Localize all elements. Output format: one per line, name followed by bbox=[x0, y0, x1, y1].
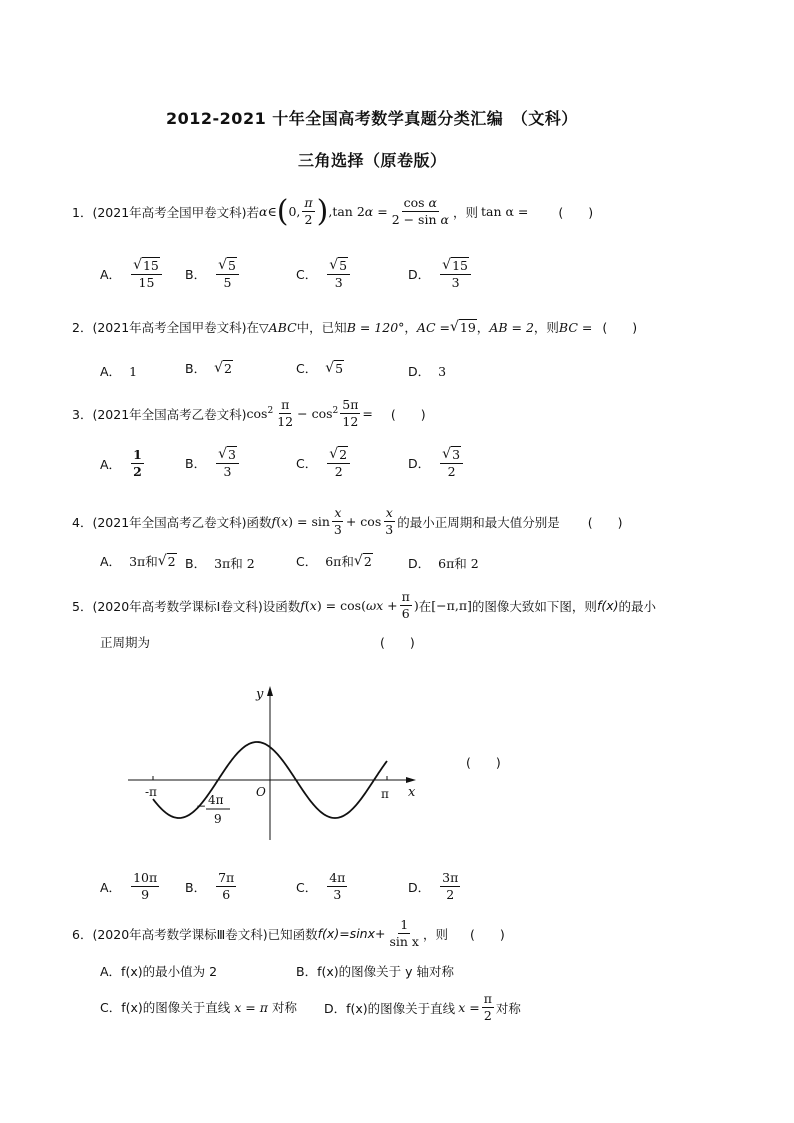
q2-option-b-label: B． bbox=[185, 361, 207, 376]
q3-cos1: $\cos^2$ bbox=[246, 405, 274, 422]
q4-option-c-text: 6π和 bbox=[325, 554, 354, 569]
q5-option-d-value bbox=[440, 871, 460, 902]
q6-option-a[interactable]: A．f(x)的最小值为 2 bbox=[100, 964, 218, 979]
q6-pre: 已知函数 bbox=[267, 926, 318, 942]
q6-option-b[interactable]: B．f(x)的图像关于 y 轴对称 bbox=[296, 964, 454, 979]
q5-source: (2020年高考数学课标Ⅰ卷文科) bbox=[92, 598, 263, 614]
q3-option-c[interactable] bbox=[296, 446, 352, 479]
q1-option-d-label: D． bbox=[408, 266, 431, 282]
q2-text1: 在 bbox=[246, 320, 260, 335]
q4-plus-cos: + cos bbox=[345, 514, 382, 529]
q2-option-d-value: 3 bbox=[438, 363, 447, 379]
q1-b-den: 5 bbox=[223, 275, 232, 290]
q5-option-d[interactable] bbox=[408, 871, 462, 902]
neg-sign: − bbox=[196, 799, 207, 813]
q2-option-a[interactable] bbox=[100, 362, 137, 380]
q2-option-b[interactable] bbox=[185, 359, 233, 377]
page-subtitle: 三角选择（原卷版） bbox=[298, 151, 447, 170]
x-axis-label: x bbox=[408, 785, 416, 800]
q6-option-c[interactable] bbox=[100, 998, 297, 1016]
q1-right-paren: ) bbox=[316, 193, 329, 229]
x-axis-arrow bbox=[406, 777, 416, 783]
q4-option-a[interactable] bbox=[100, 552, 177, 570]
q1-pi-half: $\frac{\pi}{2}$ bbox=[304, 195, 313, 227]
q4-option-c-sqrt: √ 2 bbox=[353, 553, 372, 569]
q5-answer-paren: ( ) bbox=[380, 635, 415, 650]
q5-graph bbox=[120, 680, 420, 850]
q3-option-a-value bbox=[131, 448, 144, 479]
q1-option-d[interactable] bbox=[408, 257, 473, 290]
q1-b-num: 5 bbox=[228, 258, 236, 273]
q6-source: (2020年高考数学课标Ⅲ卷文科) bbox=[92, 926, 268, 942]
q1-d-den: 3 bbox=[451, 275, 460, 290]
q1-option-d-value: √ 15 3 bbox=[440, 257, 471, 290]
q2-sep1: ， bbox=[404, 320, 417, 335]
q4-fx: f(x) = sin bbox=[271, 514, 330, 529]
q3-option-b[interactable] bbox=[185, 446, 241, 479]
q3-source: (2021年全国高考乙卷文科) bbox=[92, 406, 247, 422]
q5-option-a-value bbox=[131, 871, 159, 902]
q5-pre: 设函数 bbox=[262, 598, 301, 614]
q6-number: 6． bbox=[72, 926, 93, 942]
q5-option-c[interactable] bbox=[296, 871, 349, 902]
q3-option-c-value: √ 2 2 bbox=[327, 446, 350, 479]
q2-cond1: B = 120° bbox=[346, 319, 405, 335]
q2-option-c-value: √ 5 bbox=[325, 360, 344, 376]
q1-c-num: 5 bbox=[339, 258, 348, 273]
q5-b-den: 6 bbox=[222, 887, 231, 902]
question-5 bbox=[72, 590, 656, 621]
q4-option-c-label: C． bbox=[296, 554, 318, 569]
question-1 bbox=[72, 193, 594, 229]
q1-c-den: 3 bbox=[334, 275, 343, 290]
q4-number: 4． bbox=[72, 514, 93, 530]
q3-eq: = bbox=[362, 406, 373, 421]
q4-option-b[interactable] bbox=[185, 554, 255, 572]
q3-answer-paren: ( ) bbox=[390, 406, 426, 422]
q4-post: 的最小正周期和最大值分别是 bbox=[397, 514, 560, 530]
q5-option-a[interactable] bbox=[100, 871, 161, 902]
q1-left-paren: ( bbox=[276, 193, 289, 229]
q2-b-radicand: 2 bbox=[224, 361, 232, 376]
q2-option-a-value: 1 bbox=[129, 363, 138, 379]
q4-option-b-text: 3π和 2 bbox=[214, 556, 255, 571]
q5-d-den: 2 bbox=[446, 887, 455, 902]
left-tick-label: -π bbox=[144, 785, 157, 799]
q6-frac-num: 1 bbox=[400, 917, 409, 932]
q6-option-d-frac bbox=[482, 992, 494, 1023]
q5-close-paren: ) bbox=[413, 598, 419, 613]
neg-tick-numerator: 4π bbox=[208, 793, 224, 807]
q1-ratio: $\frac{\text{cos α}}{\text{2 − sin α}}$ bbox=[391, 195, 449, 227]
q1-pre: 若 bbox=[246, 204, 260, 220]
question-4 bbox=[72, 506, 622, 537]
q2-ask: BC = bbox=[558, 319, 593, 335]
q6-answer-paren: ( ) bbox=[469, 926, 505, 942]
q5-interval: [−π,π] bbox=[431, 598, 472, 613]
q4-option-d-label: D． bbox=[408, 556, 431, 571]
q6-frac bbox=[387, 918, 421, 949]
q1-answer-paren: ( ) bbox=[558, 204, 594, 220]
q3-minus-cos: − $\cos^2$ bbox=[297, 405, 339, 422]
q2-cond3: AB = 2 bbox=[489, 319, 534, 335]
q4-option-b-label: B． bbox=[185, 556, 207, 571]
right-tick-label: π bbox=[381, 787, 389, 801]
q6-option-d-post: 对称 bbox=[495, 1000, 521, 1016]
q5-tail: 的最小 bbox=[618, 598, 657, 614]
q5-option-b-label: B． bbox=[185, 879, 207, 895]
neg-tick-denominator: 9 bbox=[214, 812, 222, 826]
q1-option-a-value: √ 15 15 bbox=[131, 257, 162, 290]
q2-option-c-label: C． bbox=[296, 361, 318, 376]
q3-d-den: 2 bbox=[447, 464, 456, 479]
q5-option-d-label: D． bbox=[408, 879, 431, 895]
q1-option-c-label: C． bbox=[296, 266, 318, 282]
q2-sqrt19: √ 19 bbox=[449, 319, 476, 335]
q1-option-b-value: √ 5 5 bbox=[216, 257, 239, 290]
q3-c-den: 2 bbox=[334, 464, 343, 479]
q4-option-a-label: A． bbox=[100, 554, 122, 569]
q3-frac2: $\frac{5\pi}{12}$ bbox=[342, 397, 359, 429]
q1-a-den: 15 bbox=[138, 275, 155, 290]
q5-a-den: 9 bbox=[141, 887, 150, 902]
q2-sep2: ， bbox=[476, 320, 490, 335]
q3-d-num: 3 bbox=[452, 447, 461, 462]
y-axis-arrow bbox=[267, 686, 273, 696]
q1-ask: tan α = bbox=[480, 204, 529, 219]
q1-alpha-in: α∈ bbox=[259, 204, 277, 219]
q3-option-a-label: A． bbox=[100, 456, 122, 472]
q4-c-radicand: 2 bbox=[363, 554, 372, 569]
q6-post: ，则 bbox=[422, 926, 448, 942]
q1-post: ，则 bbox=[452, 204, 478, 220]
q3-a-num: 1 bbox=[133, 447, 142, 462]
q4-a-radicand: 2 bbox=[167, 554, 176, 569]
q6-option-d[interactable] bbox=[324, 992, 521, 1023]
q5-b-num: 7π bbox=[218, 870, 235, 885]
q2-cond2: AC = bbox=[416, 319, 450, 335]
q4-option-d-text: 6π和 2 bbox=[438, 556, 479, 571]
q5-fx2: f(x) bbox=[596, 598, 619, 613]
q2-text3: ，则 bbox=[533, 320, 559, 335]
q3-option-a[interactable] bbox=[100, 448, 146, 479]
q1-number: 1． bbox=[72, 204, 93, 220]
q3-b-num: 3 bbox=[228, 447, 236, 462]
q6-option-c-post: 对称 bbox=[271, 1000, 297, 1015]
q6-option-d-pre: D．f(x)的图像关于直线 bbox=[324, 1000, 456, 1016]
q5-mid: 在 bbox=[418, 598, 432, 614]
q2-text2: 中，已知 bbox=[296, 320, 347, 335]
q6-frac-den: sin x bbox=[389, 934, 419, 949]
q4-option-a-text: 3π和 bbox=[129, 554, 158, 569]
q2-source: (2021年高考全国甲卷文科) bbox=[92, 320, 247, 335]
q5-option-b-value bbox=[216, 871, 236, 902]
q3-option-b-label: B． bbox=[185, 455, 207, 471]
q5-c-den: 3 bbox=[333, 887, 342, 902]
q6-d-den: 2 bbox=[483, 1008, 492, 1023]
q5-line2: 正周期为 bbox=[100, 635, 151, 650]
q1-zero: 0, bbox=[288, 204, 301, 219]
q2-triangle: ▽ABC bbox=[259, 319, 297, 335]
q5-pi-six: $\frac{\pi}{6}$ bbox=[401, 589, 410, 621]
q5-graph-layer bbox=[128, 686, 416, 840]
q1-a-num: 15 bbox=[142, 258, 159, 273]
q1-d-num: 15 bbox=[452, 258, 468, 273]
q1-tan2a: ,tan 2α = bbox=[328, 204, 388, 219]
q4-option-c[interactable] bbox=[296, 552, 373, 570]
q5-number: 5． bbox=[72, 598, 93, 614]
q4-source: (2021年全国高考乙卷文科) bbox=[92, 514, 247, 530]
q4-option-a-sqrt: √ 2 bbox=[157, 553, 176, 569]
q6-d-num: π bbox=[483, 991, 492, 1006]
y-axis-label: y bbox=[256, 687, 264, 702]
q4-answer-paren: ( ) bbox=[587, 514, 623, 530]
origin-label: O bbox=[256, 785, 266, 799]
q1-option-b[interactable] bbox=[185, 257, 241, 290]
q6-option-d-eq: x = bbox=[458, 1000, 480, 1015]
q5-a-num: 10π bbox=[133, 870, 158, 885]
q4-pre: 函数 bbox=[246, 514, 272, 530]
q1-source: (2021年高考全国甲卷文科) bbox=[92, 204, 247, 220]
q1-option-c[interactable] bbox=[296, 257, 352, 290]
q4-frac1: $\frac{x}{3}$ bbox=[333, 505, 342, 537]
q5-option-a-label: A． bbox=[100, 879, 122, 895]
q2-number: 2． bbox=[72, 320, 93, 335]
q5-option-b[interactable] bbox=[185, 871, 238, 902]
q3-number: 3． bbox=[72, 406, 93, 422]
q5-option-c-value bbox=[327, 871, 347, 902]
q6-option-c-pre: C．f(x)的图像关于直线 bbox=[100, 1000, 231, 1015]
q5-option-c-label: C． bbox=[296, 879, 318, 895]
q5-c-num: 4π bbox=[329, 870, 346, 885]
page-title: 2012-2021 十年全国高考数学真题分类汇编 （文科） bbox=[166, 109, 578, 128]
question-2 bbox=[72, 318, 637, 336]
q5-fx: f(x) = cos(ωx + bbox=[300, 598, 398, 613]
q3-option-b-value: √ 3 3 bbox=[216, 446, 239, 479]
q3-a-den: 2 bbox=[133, 464, 142, 479]
q2-option-b-value: √ 2 bbox=[214, 360, 232, 376]
question-3 bbox=[72, 398, 426, 429]
q5-d-num: 3π bbox=[442, 870, 459, 885]
q5-post: 的图像大致如下图，则 bbox=[471, 598, 597, 614]
q6-option-c-eq: x = π bbox=[234, 999, 268, 1015]
q1-option-b-label: B． bbox=[185, 266, 207, 282]
q1-option-a[interactable] bbox=[100, 257, 164, 290]
q4-option-d[interactable] bbox=[408, 554, 479, 572]
q2-option-d-label: D． bbox=[408, 364, 431, 379]
q1-option-a-label: A． bbox=[100, 266, 122, 282]
q2-answer-paren: ( ) bbox=[602, 320, 638, 335]
question-6 bbox=[72, 918, 505, 949]
q3-option-d[interactable] bbox=[408, 446, 465, 479]
q3-option-d-value: √ 3 2 bbox=[440, 446, 463, 479]
q2-option-d[interactable] bbox=[408, 362, 446, 380]
q5-graph-paren: ( ) bbox=[466, 755, 501, 770]
q3-frac1: $\frac{\pi}{12}$ bbox=[277, 397, 294, 429]
q2-option-c[interactable] bbox=[296, 359, 344, 377]
q6-fx: f(x)=sinx+ bbox=[317, 926, 386, 941]
q3-b-den: 3 bbox=[223, 464, 232, 479]
q2-option-a-label: A． bbox=[100, 364, 122, 379]
q1-option-c-value: √ 5 3 bbox=[327, 257, 350, 290]
q3-option-d-label: D． bbox=[408, 455, 431, 471]
q2-c-radicand: 5 bbox=[335, 361, 344, 376]
q3-option-c-label: C． bbox=[296, 455, 318, 471]
q2-sqrt19-value: 19 bbox=[459, 320, 476, 335]
q4-frac2: $\frac{x}{3}$ bbox=[385, 505, 394, 537]
q3-c-num: 2 bbox=[339, 447, 348, 462]
